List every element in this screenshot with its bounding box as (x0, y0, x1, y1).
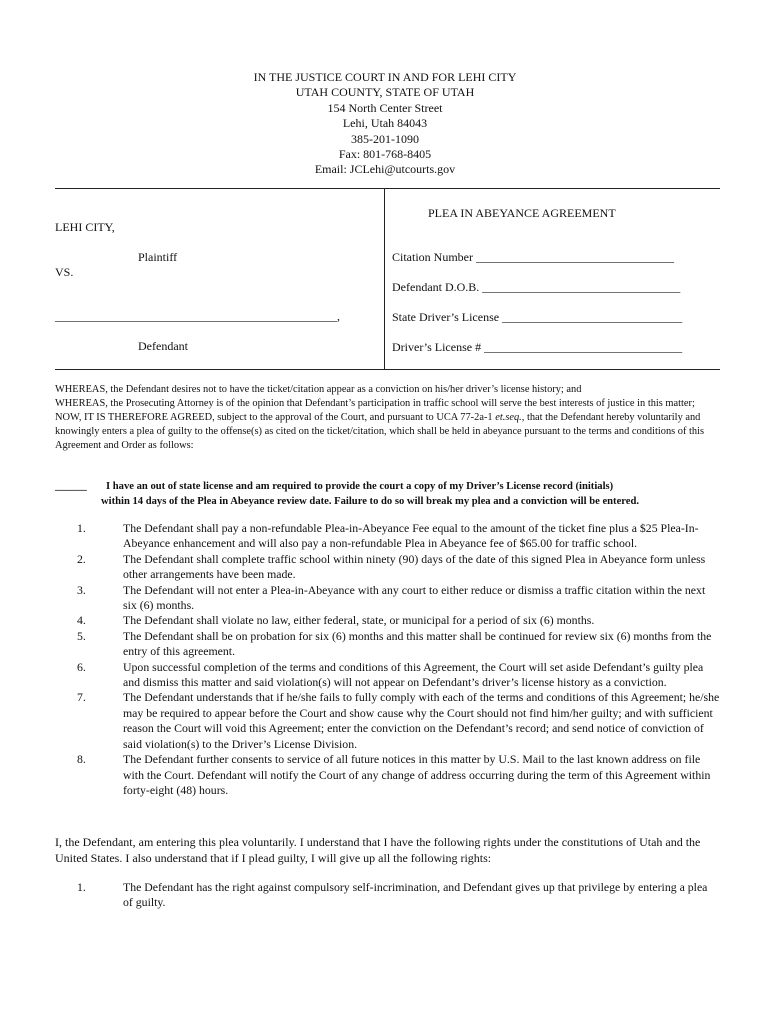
rights-intro (55, 834, 720, 866)
defendant-dob-field[interactable]: Defendant D.O.B. _________________________________ (392, 280, 681, 294)
out-of-state-clause-line-1: I have an out of state license and am required to provide the court a copy of my Driver’s License record (initials) (106, 481, 614, 492)
term-item (55, 552, 720, 583)
document-title: PLEA IN ABEYANCE AGREEMENT (428, 206, 616, 220)
rights-list (55, 880, 720, 911)
citation-number-field[interactable]: Citation Number _________________________________ (392, 250, 674, 264)
term-text: The Defendant will not enter a Plea-in-Abeyance with any court to either reduce or dismiss a traffic citation within the next six (6) months. (123, 582, 706, 613)
initials-blank[interactable]: ______ (55, 481, 87, 492)
term-item (55, 690, 720, 752)
defendant-label: Defendant (138, 339, 188, 353)
term-number: 5. (77, 628, 86, 643)
right-text: The Defendant has the right against compulsory self-incrimination, and Defendant gives up that privilege by entering a plea of guilty. (123, 880, 708, 910)
court-county: UTAH COUNTY, STATE OF UTAH (295, 85, 475, 100)
term-text: The Defendant shall pay a non-refundable Plea-in-Abeyance Fee equal to the amount of the ticket fine plus a $25 Plea-In-Abeyance enhancement and will also pay a non-refundable Plea in Abeyance fee of $65.00 for traffic school. (123, 521, 699, 551)
term-text: The Defendant further consents to service of all future notices in this matter by U.S. Mail to the last known address on file with the Court. Defendant will notify the Court of any change of address occurring during the term of this Agreement within forty-eight (48) hours. (123, 752, 711, 797)
term-number: 1. (77, 521, 86, 535)
versus-label: VS. (55, 265, 74, 279)
rights-intro-text: I, the Defendant, am entering this plea voluntarily. I understand that I have the following rights under the constitutions of Utah and the United States. I also understand that if I plead guilty, I will give up all the following rights: (55, 835, 701, 865)
defendant-name-line[interactable]: _______________________________________________, (55, 309, 340, 323)
whereas-clause-2: WHEREAS, the Prosecuting Attorney is of the opinion that Defendant’s participation in traffic school will serve the best interests of justice in this matter; (55, 398, 695, 409)
term-item (55, 752, 720, 798)
now-therefore-clause (55, 411, 720, 453)
caption-vertical-divider (384, 189, 385, 369)
term-number: 2. (77, 551, 86, 566)
now-clause-text: NOW, IT IS THEREFORE AGREED, subject to the approval of the Court, and pursuant to UCA 77-2a-1 (55, 412, 496, 423)
court-phone: 385-201-1090 (351, 131, 419, 146)
term-text: The Defendant shall violate no law, either federal, state, or municipal for a period of six (6) months. (123, 613, 595, 628)
court-email: Email: JCLehi@utcourts.gov (314, 162, 456, 177)
court-fax: Fax: 801-768-8405 (338, 147, 432, 162)
term-text: The Defendant understands that if he/she fails to fully comply with each of the terms and conditions of this Agreement; he/she may be required to appear before the Court and show cause why the Court should not find him/her guilty; and with sufficient reason the Court will void this Agreement; enter the conviction on the Defendant’s record; and send notice of conviction of said violation(s) to the Driver’s License Division. (123, 690, 720, 751)
caption-bottom-divider (55, 369, 720, 370)
right-item (55, 880, 720, 911)
out-of-state-clause-line-2: within 14 days of the Plea in Abeyance review date. Failure to do so will break my plea and a conviction will be entered. (101, 496, 640, 507)
drivers-license-number-field[interactable]: Driver’s License # _________________________________ (392, 340, 683, 354)
court-address: 154 North Center Street (327, 100, 443, 115)
caption-top-divider (55, 188, 720, 189)
term-item (55, 660, 720, 691)
whereas-clause-1: WHEREAS, the Defendant desires not to have the ticket/citation appear as a conviction on his/her driver’s license history; and (55, 384, 582, 395)
term-number: 8. (77, 752, 86, 767)
term-item (55, 613, 720, 628)
court-header (0, 70, 770, 178)
term-text: Upon successful completion of the terms and conditions of this Agreement, the Court will set aside Defendant’s guilty plea and dismiss this matter and said violation(s) will not appear on Defendant’s driver’s license history as a conviction. (123, 659, 704, 690)
term-number: 3. (77, 582, 86, 597)
now-clause-italic: et.seq. (495, 412, 522, 423)
term-item (55, 583, 720, 614)
court-name: IN THE JUSTICE COURT IN AND FOR LEHI CITY (253, 70, 517, 84)
term-number: 4. (77, 613, 86, 628)
state-drivers-license-field[interactable]: State Driver’s License ______________________________ (392, 310, 683, 324)
term-text: The Defendant shall complete traffic school within ninety (90) days of the date of this signed Plea in Abeyance form unless other arrangements have been made. (123, 551, 706, 582)
court-city: Lehi, Utah 84043 (342, 116, 428, 131)
term-text: The Defendant shall be on probation for six (6) months and this matter shall be continued for review six (6) months from the entry of this agreement. (123, 628, 712, 659)
now-clause-text-2: , that the Defendant hereby voluntarily and knowingly enters a plea of guilty to the offense(s) as cited on the ticket/citation, which shall be held in abeyance pursuant to the terms and conditions of this Agreement and Order as follows: (55, 412, 705, 451)
plaintiff-label: Plaintiff (138, 250, 178, 264)
recitals (55, 383, 720, 453)
right-number: 1. (77, 880, 86, 894)
terms-list (55, 521, 720, 798)
term-number: 6. (77, 659, 86, 674)
term-item (55, 629, 720, 660)
term-number: 7. (77, 690, 86, 705)
plaintiff-name: LEHI CITY, (55, 220, 115, 234)
term-item (55, 521, 720, 552)
